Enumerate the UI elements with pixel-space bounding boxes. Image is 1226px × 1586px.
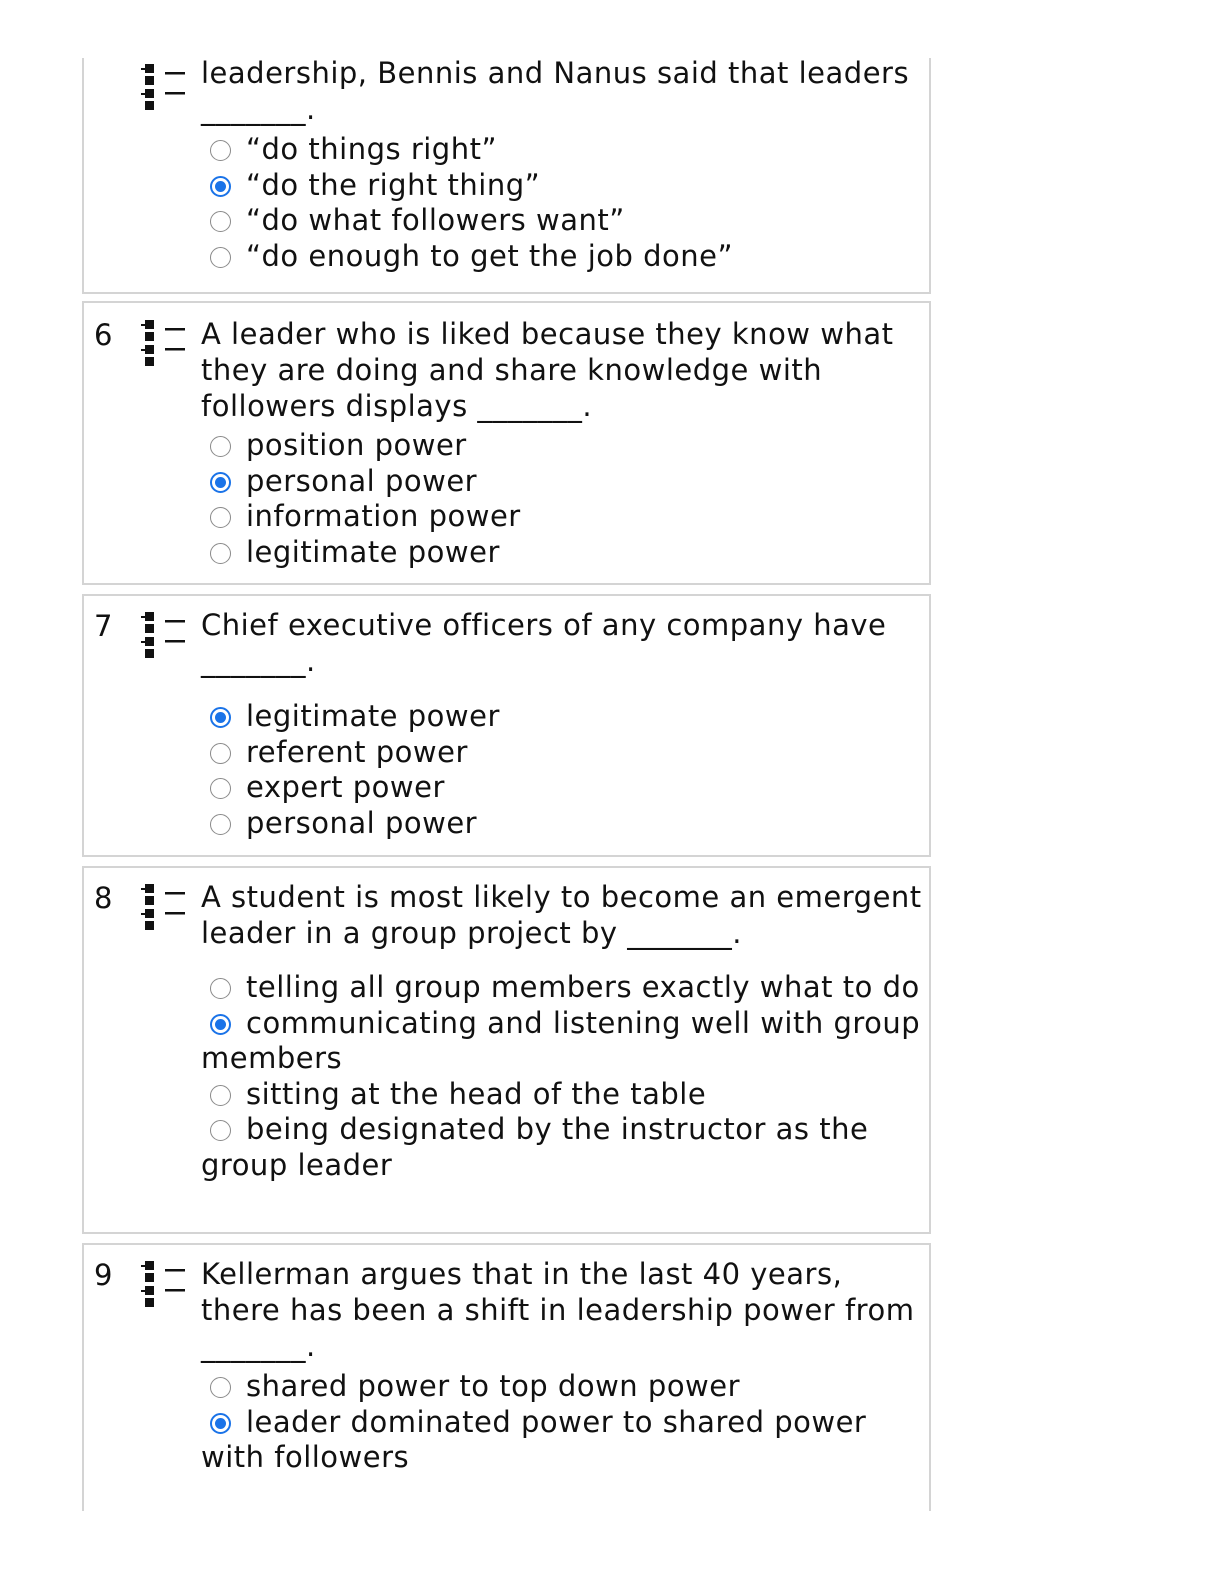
question-card-9 <box>82 1243 931 1511</box>
question-card-5 <box>82 58 931 294</box>
multiple-choice-icon <box>141 318 187 370</box>
answer-option[interactable] <box>201 535 931 571</box>
option-label: shared power to top down power <box>246 1369 741 1403</box>
answer-option[interactable] <box>201 132 931 168</box>
answer-option[interactable] <box>201 770 931 806</box>
option-label: “do what followers want” <box>246 203 625 237</box>
answer-option[interactable] <box>201 1077 931 1113</box>
radio-button-selected[interactable] <box>210 1413 231 1434</box>
multiple-choice-icon <box>141 1259 187 1311</box>
answer-option[interactable] <box>201 239 931 275</box>
radio-button[interactable] <box>210 543 231 564</box>
option-label: being designated by the instructor as the group leader <box>201 1112 869 1182</box>
radio-button[interactable] <box>210 978 231 999</box>
question-text: leadership, Bennis and Nanus said that leaders _______. <box>201 56 910 126</box>
question-number: 7 <box>94 609 113 643</box>
option-label: “do enough to get the job done” <box>246 238 734 273</box>
question-number: 6 <box>94 318 113 352</box>
answer-option[interactable] <box>201 1369 931 1405</box>
radio-button[interactable] <box>210 743 231 764</box>
answer-option[interactable] <box>201 1112 931 1183</box>
radio-button-selected[interactable] <box>210 1014 231 1035</box>
radio-button[interactable] <box>210 507 231 528</box>
answer-option[interactable] <box>201 1006 931 1077</box>
multiple-choice-icon <box>141 62 187 114</box>
answer-option[interactable] <box>201 203 931 239</box>
multiple-choice-icon <box>141 610 187 662</box>
radio-button[interactable] <box>210 1120 231 1141</box>
radio-button[interactable] <box>210 247 231 268</box>
answer-option[interactable] <box>201 735 931 771</box>
question-text: A leader who is liked because they know what they are doing and share knowledge with followers displays _______. <box>201 317 894 423</box>
answer-option[interactable] <box>201 168 931 204</box>
answer-option[interactable] <box>201 806 931 842</box>
question-card-6 <box>82 301 931 585</box>
answer-option[interactable] <box>201 699 931 735</box>
radio-button[interactable] <box>210 1377 231 1398</box>
option-label: legitimate power <box>246 699 500 733</box>
option-label: position power <box>246 428 467 462</box>
answer-option[interactable] <box>201 428 931 464</box>
radio-button-selected[interactable] <box>210 472 231 493</box>
radio-button-selected[interactable] <box>210 176 231 197</box>
question-card-7 <box>82 594 931 857</box>
option-label: information power <box>246 499 521 533</box>
option-label: personal power <box>246 805 478 840</box>
option-label: communicating and listening well with group members <box>201 1005 921 1075</box>
question-number: 8 <box>94 881 113 915</box>
answer-option[interactable] <box>201 970 931 1006</box>
radio-button[interactable] <box>210 211 231 232</box>
question-card-8 <box>82 866 931 1234</box>
multiple-choice-icon <box>141 882 187 934</box>
option-label: telling all group members exactly what to do <box>246 970 920 1004</box>
answer-option[interactable] <box>201 499 931 535</box>
answer-options <box>201 428 931 570</box>
answer-options <box>201 132 931 274</box>
radio-button[interactable] <box>210 814 231 835</box>
option-label: sitting at the head of the table <box>246 1076 707 1111</box>
answer-option[interactable] <box>201 464 931 500</box>
answer-option[interactable] <box>201 1405 931 1476</box>
radio-button[interactable] <box>210 436 231 457</box>
option-label: expert power <box>246 770 445 804</box>
answer-options <box>201 699 931 841</box>
radio-button[interactable] <box>210 778 231 799</box>
question-number: 9 <box>94 1258 113 1292</box>
option-label: “do the right thing” <box>246 167 541 202</box>
question-text: A student is most likely to become an emergent leader in a group project by _______. <box>201 880 922 950</box>
option-label: personal power <box>246 463 478 498</box>
question-text: Chief executive officers of any company have _______. <box>201 608 887 678</box>
answer-options <box>201 1369 931 1476</box>
option-label: legitimate power <box>246 534 500 569</box>
answer-options <box>201 970 931 1183</box>
option-label: referent power <box>246 734 468 769</box>
radio-button-selected[interactable] <box>210 707 231 728</box>
option-label: “do things right” <box>246 132 497 166</box>
question-text: Kellerman argues that in the last 40 years, there has been a shift in leadership power from _______. <box>201 1257 915 1363</box>
radio-button[interactable] <box>210 1085 231 1106</box>
option-label: leader dominated power to shared power with followers <box>201 1404 867 1474</box>
radio-button[interactable] <box>210 140 231 161</box>
